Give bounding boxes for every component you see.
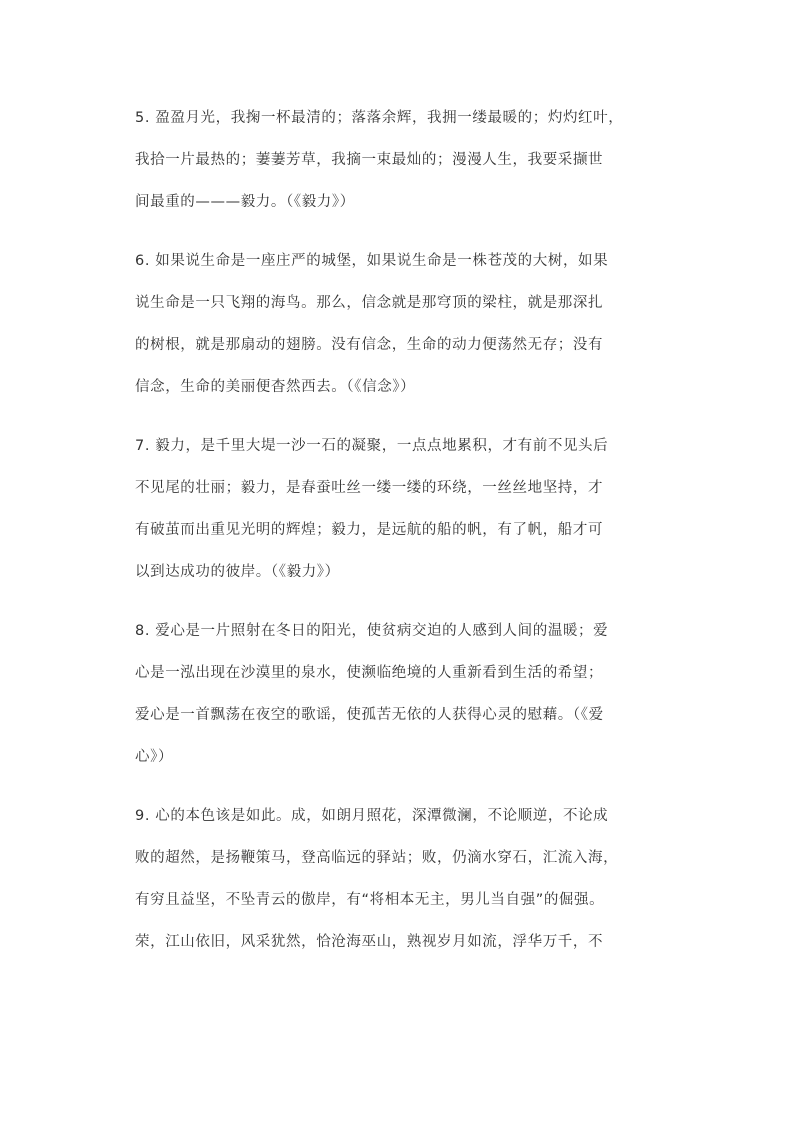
paragraph-line: 说生命是一只飞翔的海鸟。那么，信念就是那穹顶的梁柱，就是那深扎 bbox=[135, 295, 604, 311]
paragraph-line: 5. 盈盈月光，我掬一杯最清的；落落余辉，我拥一缕最暖的；灼灼红叶， bbox=[135, 110, 624, 126]
paragraph-line: 心是一泓出现在沙漠里的泉水，使濒临绝境的人重新看到生活的希望； bbox=[135, 665, 604, 681]
paragraph-line: 以到达成功的彼岸。（《毅力》） bbox=[135, 564, 340, 580]
paragraph-line: 我拾一片最热的；萋萋芳草，我摘一束最灿的；漫漫人生，我要采撷世 bbox=[135, 152, 604, 168]
paragraph-line: 7. 毅力，是千里大堤一沙一石的凝聚，一点点地累积，才有前不见头后 bbox=[135, 438, 609, 454]
paragraph-line: 9. 心的本色该是如此。成，如朗月照花，深潭微澜，不论顺逆，不论成 bbox=[135, 808, 609, 824]
paragraph-5 bbox=[135, 107, 665, 233]
paragraph-line: 6. 如果说生命是一座庄严的城堡，如果说生命是一株苍茂的大树，如果 bbox=[135, 253, 609, 269]
paragraph-line: 心》） bbox=[135, 749, 174, 765]
paragraph-7 bbox=[135, 435, 665, 603]
paragraph-line: 信念，生命的美丽便杳然西去。（《信念》） bbox=[135, 379, 416, 395]
paragraph-line: 8. 爱心是一片照射在冬日的阳光，使贫病交迫的人感到人间的温暖；爱 bbox=[135, 623, 609, 639]
paragraph-9 bbox=[135, 805, 665, 973]
paragraph-line: 败的超然，是扬鞭策马，登高临远的驿站；败，仍滴水穿石，汇流入海， bbox=[135, 850, 619, 866]
paragraph-line: 有破茧而出重见光明的辉煌；毅力，是远航的船的帆，有了帆，船才可 bbox=[135, 522, 604, 538]
paragraph-6 bbox=[135, 250, 665, 418]
paragraph-line: 有穷且益坚，不坠青云的傲岸，有“将相本无主，男儿当自强”的倔强。 bbox=[135, 892, 605, 908]
paragraph-line: 爱心是一首飘荡在夜空的歌谣，使孤苦无依的人获得心灵的慰藉。（《爱 bbox=[135, 707, 604, 723]
paragraph-8 bbox=[135, 620, 665, 788]
paragraph-line: 不见尾的壮丽；毅力，是春蚕吐丝一缕一缕的环绕，一丝丝地坚持，才 bbox=[135, 480, 604, 496]
paragraph-line: 的树根，就是那扇动的翅膀。没有信念，生命的动力便荡然无存；没有 bbox=[135, 337, 604, 353]
paragraph-line: 荣，江山依旧，风采犹然，恰沧海巫山，熟视岁月如流，浮华万千，不 bbox=[135, 934, 604, 950]
paragraph-line: 间最重的———毅力。（《毅力》） bbox=[135, 194, 355, 210]
